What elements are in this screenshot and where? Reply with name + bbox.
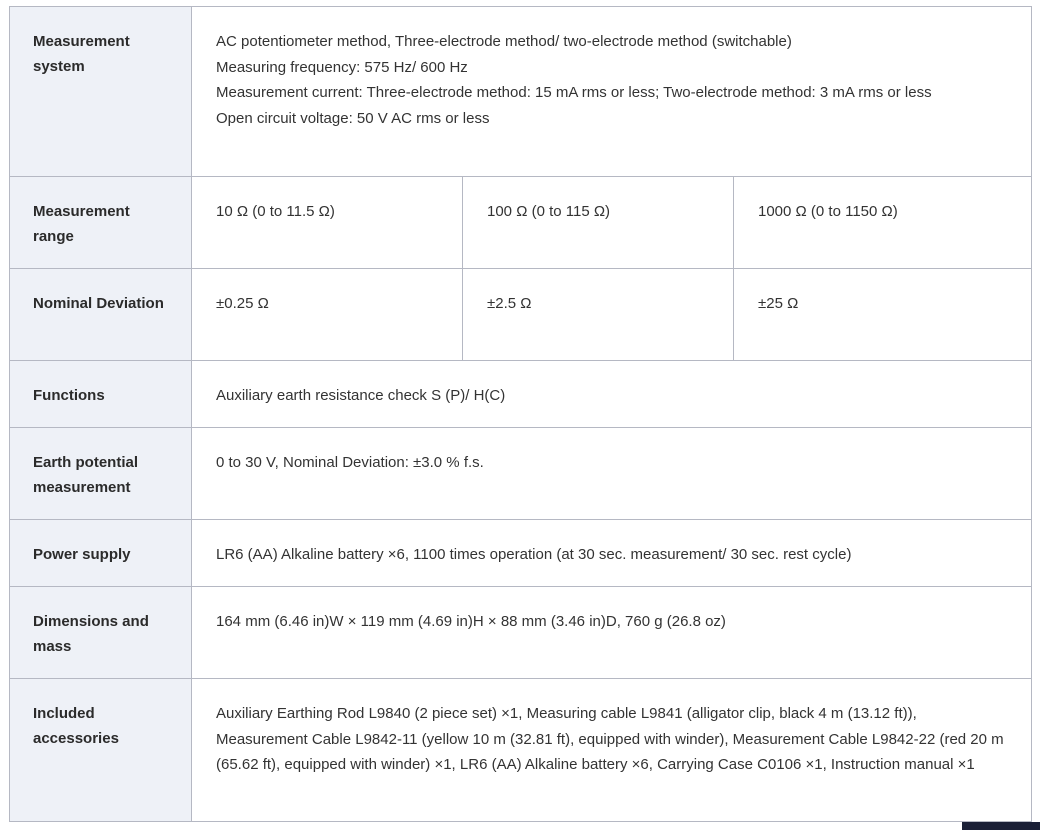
row-functions	[10, 361, 1032, 428]
deviation-cell: ±25 Ω	[734, 269, 1032, 361]
row-power-supply	[10, 520, 1032, 587]
range-cell: 1000 Ω (0 to 1150 Ω)	[734, 177, 1032, 269]
label-functions: Functions	[10, 361, 192, 428]
label-earth-potential: Earth potential measurement	[10, 428, 192, 520]
measurement-current-text: Measurement current: Three-electrode method: 15 mA rms or less; Two-electrode method: 3 mA rms or less	[216, 84, 932, 101]
scroll-to-top-button[interactable]	[962, 822, 1040, 830]
measuring-frequency-text: Measuring frequency: 575 Hz/ 600 Hz	[216, 58, 468, 76]
value-power-supply: LR6 (AA) Alkaline battery ×6, 1100 times operation (at 30 sec. measurement/ 30 sec. rest cycle)	[192, 520, 1032, 587]
row-measurement-range	[10, 177, 1032, 269]
label-accessories: Included accessories	[10, 679, 192, 822]
specifications-table	[9, 6, 1032, 822]
measurement-method-text: AC potentiometer method, Three-electrode method/ two-electrode method (switchable)	[216, 33, 792, 50]
value-accessories: Auxiliary Earthing Rod L9840 (2 piece set) ×1, Measuring cable L9841 (alligator clip, black 4 m (13.12 ft)), Measurement Cable L9842-11 (yellow 10 m (32.81 ft), equipped with winder), Measurement Cable L9842-22 (red 20 m (65.62 ft), equipped with winder) ×1, LR6 (AA) Alkaline battery ×6, Carrying Case C0106 ×1, Instruction manual ×1	[192, 679, 1032, 822]
row-measurement-system	[10, 7, 1032, 177]
row-nominal-deviation	[10, 269, 1032, 361]
label-dimensions: Dimensions and mass	[10, 587, 192, 679]
deviation-cell: ±2.5 Ω	[463, 269, 734, 361]
row-dimensions	[10, 587, 1032, 679]
label-measurement-system: Measurement system	[10, 7, 192, 177]
row-accessories	[10, 679, 1032, 822]
label-measurement-range: Measurement range	[10, 177, 192, 269]
range-cell: 100 Ω (0 to 115 Ω)	[463, 177, 734, 269]
label-nominal-deviation: Nominal Deviation	[10, 269, 192, 361]
open-circuit-voltage-text: Open circuit voltage: 50 V AC rms or less	[216, 109, 490, 127]
value-functions: Auxiliary earth resistance check S (P)/ H(C)	[192, 361, 1032, 428]
label-power-supply: Power supply	[10, 520, 192, 587]
row-earth-potential	[10, 428, 1032, 520]
value-dimensions: 164 mm (6.46 in)W × 119 mm (4.69 in)H × 88 mm (3.46 in)D, 760 g (26.8 oz)	[192, 587, 1032, 679]
deviation-cell: ±0.25 Ω	[192, 269, 463, 361]
value-earth-potential: 0 to 30 V, Nominal Deviation: ±3.0 % f.s.	[192, 428, 1032, 520]
range-cell: 10 Ω (0 to 11.5 Ω)	[192, 177, 463, 269]
value-measurement-system	[192, 7, 1032, 177]
